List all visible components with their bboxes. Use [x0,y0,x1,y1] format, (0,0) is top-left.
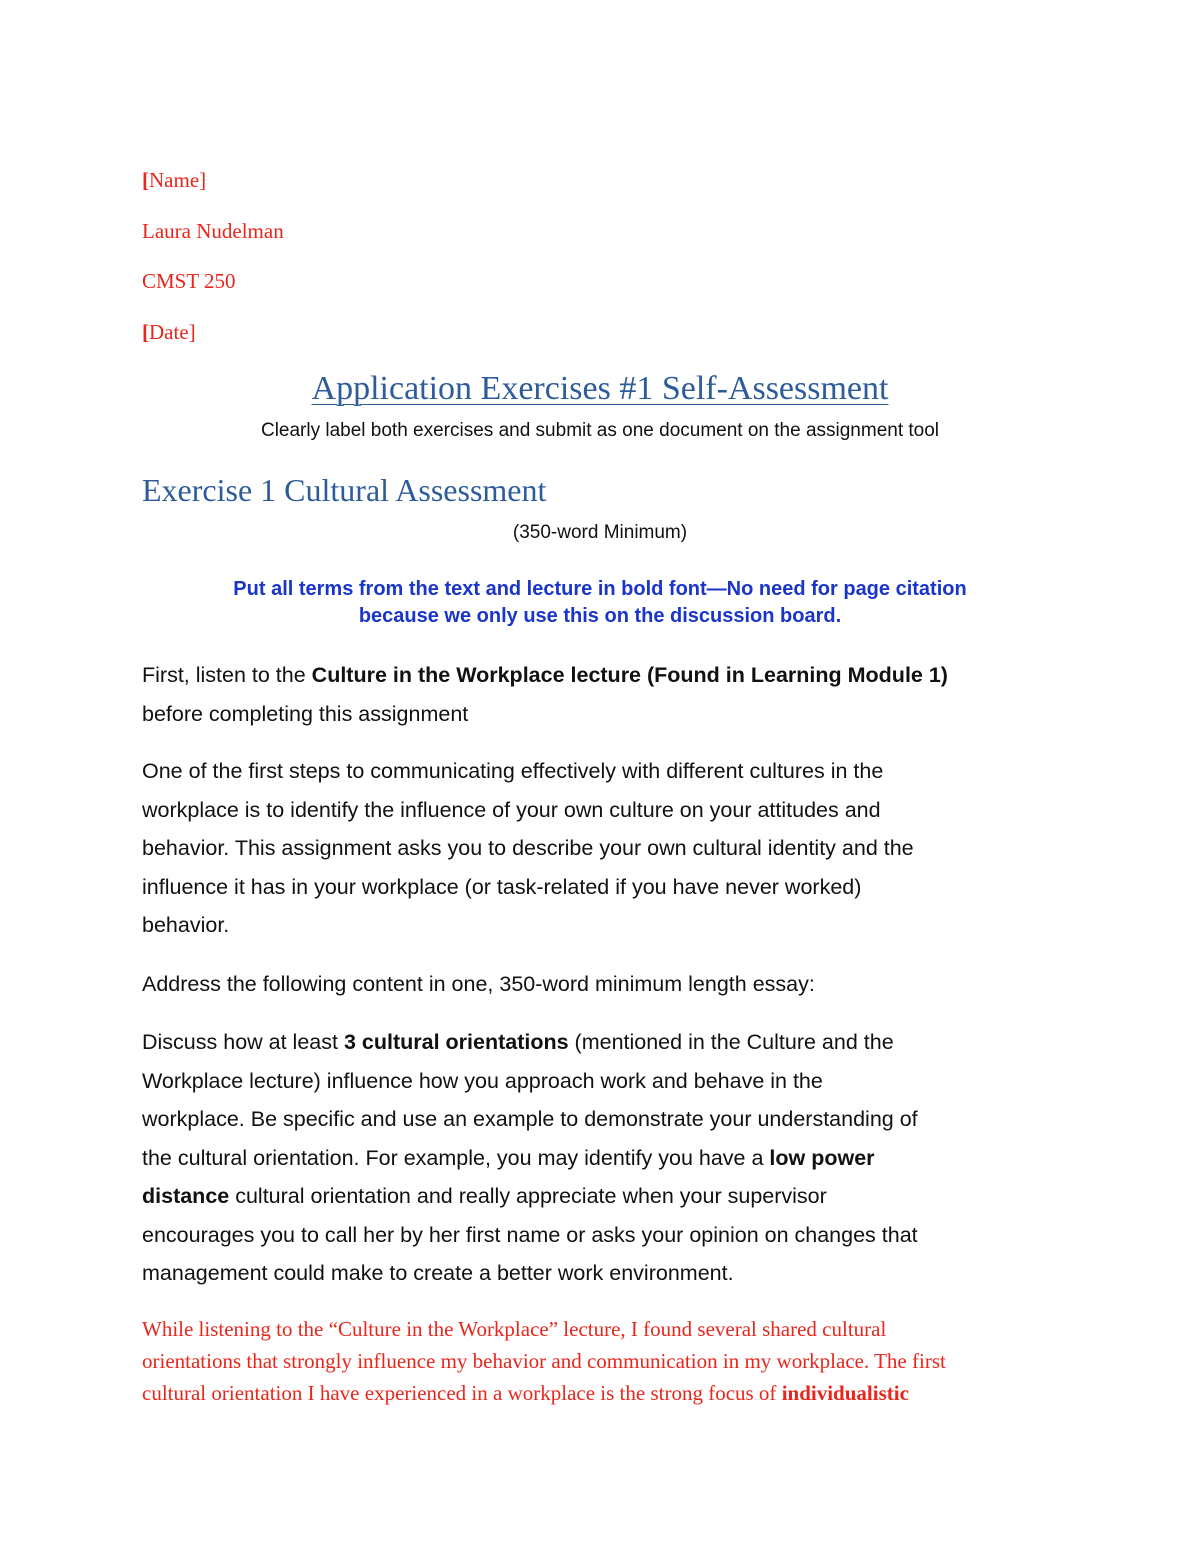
p2-line: influence it has in your workplace (or task-related if you have never worked) [142,874,862,899]
response-line: While listening to the “Culture in the Workplace” lecture, I found several shared cultural [142,1317,887,1341]
low-power-bold: low power [769,1145,875,1170]
instruction-paragraph-2 [142,752,1072,945]
p2-line: One of the first steps to communicating effectively with different cultures in the [142,759,884,783]
p1-text: First, listen to the [142,663,312,687]
p1-text-line-2: before completing this assignment [142,701,469,726]
p4-line: encourages you to call her by her first name or asks your opinion on changes that [142,1222,918,1247]
cultural-orientations-bold: 3 cultural orientations [343,1030,569,1054]
student-response: While listening to the “Culture in the Workplace” lecture, I found several shared cultural orientations that strongly influence my behavior and communication in my workplace. The first cultural orientation I have experienced in a workplace is the strong focus of individualistic [142,1313,1077,1409]
p4-line: management could make to create a better work environment. [142,1261,734,1285]
p2-line: workplace is to identify the influence of your own culture on your attitudes and [142,797,881,822]
instruction-paragraph-1 [142,656,1072,733]
date-placeholder: [Date] [142,320,196,344]
notice-line-2: because we only use this on the discussion board. [358,605,842,627]
course-code: CMST 250 [142,269,236,293]
notice-line-1: Put all terms from the text and lecture in bold font—No need for page citation [233,578,967,600]
document-title: Application Exercises #1 Self-Assessment [311,370,889,407]
name-placeholder: [Name] [142,168,207,192]
instruction-paragraph-4: Discuss how at least 3 cultural orientations (mentioned in the Culture and the Workplace lecture) influence how you approach work and behave in the workplace. Be specific and use an example to demonstrate your understanding of the cultural orientation. For example, you may identify you have a low power distance cultural orientation and really appreciate when your supervisor encourages you to call her by her first name or asks your opinion on changes that management could make to create a better work environment. [142,1023,1072,1293]
p2-line: behavior. This assignment asks you to describe your own cultural identity and the [142,836,914,860]
p3-line: Address the following content in one, 350-word minimum length essay: [142,972,815,996]
document-subtitle: Clearly label both exercises and submit as one document on the assignment tool [260,420,940,441]
word-minimum-note: (350-word Minimum) [512,522,688,543]
instruction-paragraph-3 [142,965,1072,1004]
lecture-title-bold: Culture in the Workplace lecture (Found in Learning Module 1) [311,663,948,687]
response-line: orientations that strongly influence my behavior and communication in my workplace. The first [142,1349,946,1373]
exercise-1-heading: Exercise 1 Cultural Assessment [142,472,547,508]
p4-line: workplace. Be specific and use an example to demonstrate your understanding of [142,1107,918,1131]
p2-line: behavior. [142,913,230,937]
p4-line: Workplace lecture) influence how you approach work and behave in the [142,1068,823,1093]
individualistic-bold: individualistic [781,1381,909,1405]
student-name: Laura Nudelman [142,219,284,243]
distance-bold: distance [142,1184,230,1208]
bold-terms-notice [0,576,1200,630]
